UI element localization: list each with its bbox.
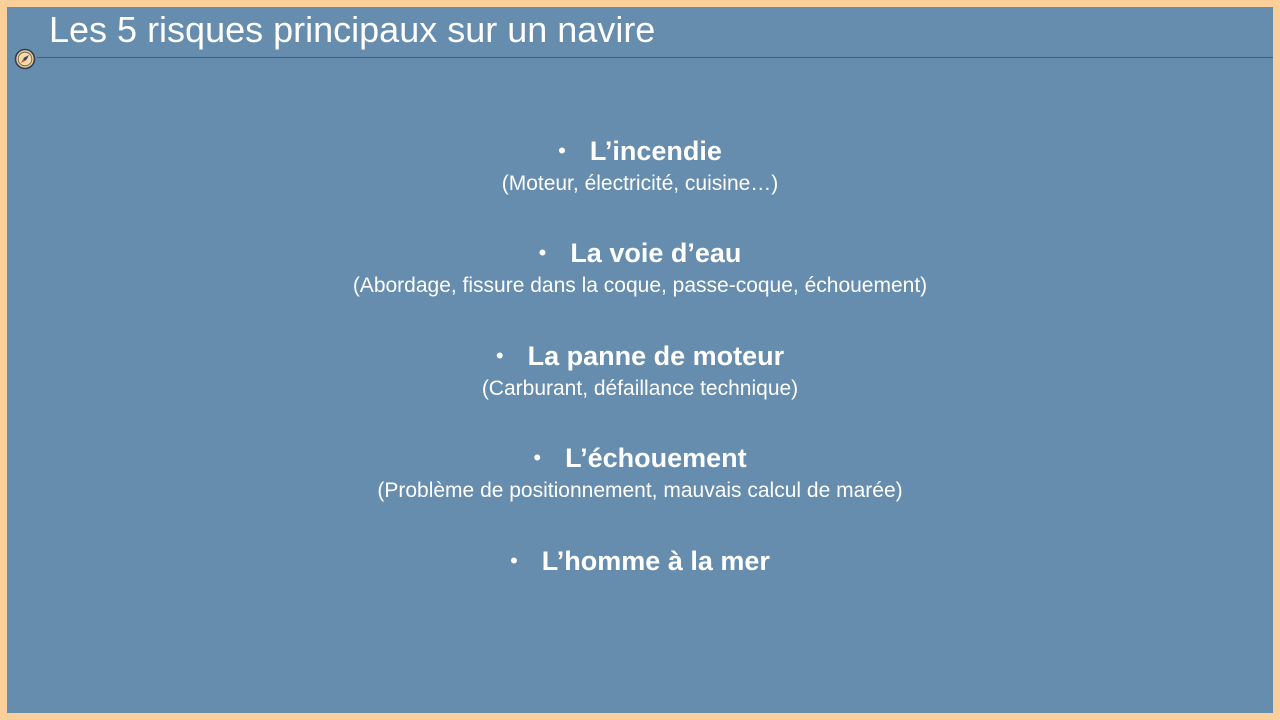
bullet: • — [510, 548, 518, 573]
risk-heading — [7, 339, 1273, 373]
risk-heading — [7, 236, 1273, 270]
risk-label: L’homme à la mer — [541, 546, 770, 576]
slide — [7, 7, 1273, 713]
risk-heading — [7, 544, 1273, 578]
bullet: • — [558, 138, 566, 163]
risk-item-water-leak — [7, 236, 1273, 300]
bullet: • — [533, 445, 542, 470]
slide-title: Les 5 risques principaux sur un navire — [49, 9, 656, 50]
risk-heading — [7, 441, 1273, 475]
risk-item-engine-failure — [7, 339, 1273, 403]
risk-detail: (Carburant, défaillance technique) — [481, 377, 799, 400]
risk-label: La panne de moteur — [527, 341, 785, 371]
risk-list — [7, 7, 1273, 713]
risk-item-fire — [7, 134, 1273, 198]
risk-detail: (Problème de positionnement, mauvais calcul de marée) — [377, 479, 903, 502]
risk-label: L’échouement — [565, 443, 747, 473]
risk-item-man-overboard — [7, 544, 1273, 578]
risk-heading — [7, 134, 1273, 168]
risk-label: L’incendie — [589, 136, 722, 166]
risk-detail: (Moteur, électricité, cuisine…) — [501, 172, 779, 195]
risk-item-grounding — [7, 441, 1273, 505]
risk-label: La voie d’eau — [570, 238, 742, 268]
bullet: • — [495, 343, 504, 368]
risk-detail: (Abordage, fissure dans la coque, passe-coque, échouement) — [352, 274, 928, 297]
bullet: • — [538, 240, 547, 265]
